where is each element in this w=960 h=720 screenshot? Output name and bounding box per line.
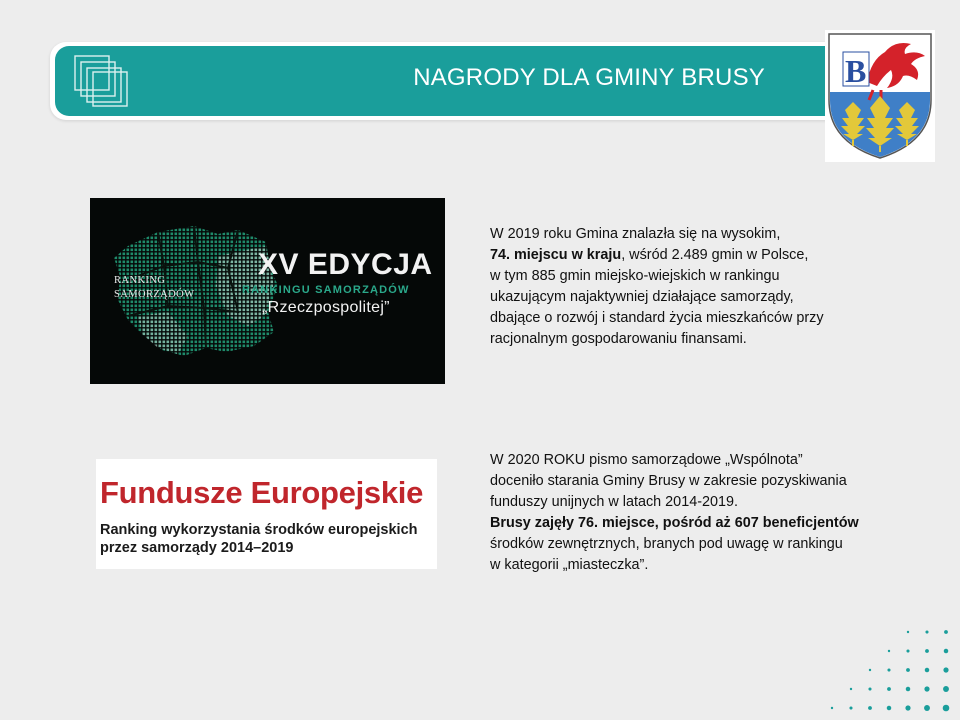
- fundusze-europejskie-image: [96, 459, 437, 569]
- decorative-dot: [906, 668, 910, 672]
- decorative-dot: [944, 649, 949, 654]
- decorative-dot: [925, 649, 929, 653]
- decorative-dot: [887, 687, 891, 691]
- fundusze-description: [490, 450, 859, 576]
- coat-letter: B: [845, 53, 867, 89]
- decorative-dot: [905, 705, 910, 710]
- highlight-text: 74. miejscu w kraju: [490, 247, 622, 263]
- text-line: [490, 513, 859, 534]
- decorative-dot: [907, 631, 909, 633]
- decorative-dot: [831, 707, 833, 709]
- decorative-dot: [924, 705, 930, 711]
- coat-of-arms-icon: [825, 30, 935, 162]
- fundusze-title: Fundusze Europejskie: [100, 475, 424, 510]
- text-line: racjonalnym gospodarowaniu finansami.: [490, 331, 747, 347]
- fundusze-subtitle-line1: Ranking wykorzystania środków europejskich: [100, 522, 418, 538]
- decorative-dot: [924, 686, 929, 691]
- decorative-dot: [925, 630, 928, 633]
- ranking-description: [490, 224, 824, 350]
- decorative-dot: [888, 650, 890, 652]
- decorative-dot: [887, 668, 890, 671]
- ranking-newspaper: „Rzeczpospolitej”: [262, 299, 390, 316]
- text-line: środków zewnętrznych, branych pod uwagę w rankingu: [490, 536, 843, 552]
- text-line: funduszy unijnych w latach 2014-2019.: [490, 494, 738, 510]
- fundusze-subtitle: [100, 521, 418, 557]
- decorative-dot: [943, 705, 950, 712]
- decorative-dot: [925, 668, 930, 673]
- ranking-edition: XV EDYCJA: [258, 248, 433, 281]
- decorative-dot: [868, 687, 871, 690]
- decorative-dot: [906, 687, 911, 692]
- ranking-samorzadow-image: [90, 198, 445, 384]
- text-line: W 2020 ROKU pismo samorządowe „Wspólnota”: [490, 452, 803, 468]
- decorative-dot: [944, 630, 948, 634]
- decorative-dot: [887, 706, 892, 711]
- text-fragment: , wśród 2.489 gmin w Polsce,: [621, 247, 809, 263]
- decorative-dot: [868, 706, 872, 710]
- decorative-dots-icon: [820, 620, 960, 720]
- text-line: w kategorii „miasteczka”.: [490, 557, 649, 573]
- page-title: NAGRODY DLA GMINY BRUSY: [413, 64, 765, 91]
- ranking-logo: [114, 274, 194, 302]
- highlight-text: Brusy zajęły 76. miejsce, pośród aż 607 beneficjentów: [490, 515, 859, 531]
- text-line: doceniło starania Gminy Brusy w zakresie pozyskiwania: [490, 473, 847, 489]
- squares-logo-icon: [73, 54, 131, 108]
- ranking-subtitle: RANKINGU SAMORZĄDÓW: [242, 284, 410, 296]
- decorative-dot: [943, 686, 949, 692]
- decorative-dot: [906, 649, 909, 652]
- text-line: W 2019 roku Gmina znalazła się na wysokim,: [490, 226, 781, 242]
- header-banner: [55, 46, 905, 116]
- decorative-dot: [849, 706, 852, 709]
- text-line: [490, 245, 824, 266]
- text-line: ukazującym najaktywniej działające samorządy,: [490, 289, 794, 305]
- ranking-logo-line1: RANKING: [114, 275, 166, 286]
- decorative-dot: [943, 667, 948, 672]
- decorative-dot: [869, 669, 871, 671]
- ranking-logo-line2: SAMORZĄDÓW: [114, 289, 195, 300]
- text-line: dbające o rozwój i standard życia mieszkańców przy: [490, 310, 824, 326]
- decorative-dot: [850, 688, 852, 690]
- fundusze-subtitle-line2: przez samorządy 2014–2019: [100, 540, 294, 556]
- text-line: w tym 885 gmin miejsko-wiejskich w rankingu: [490, 268, 780, 284]
